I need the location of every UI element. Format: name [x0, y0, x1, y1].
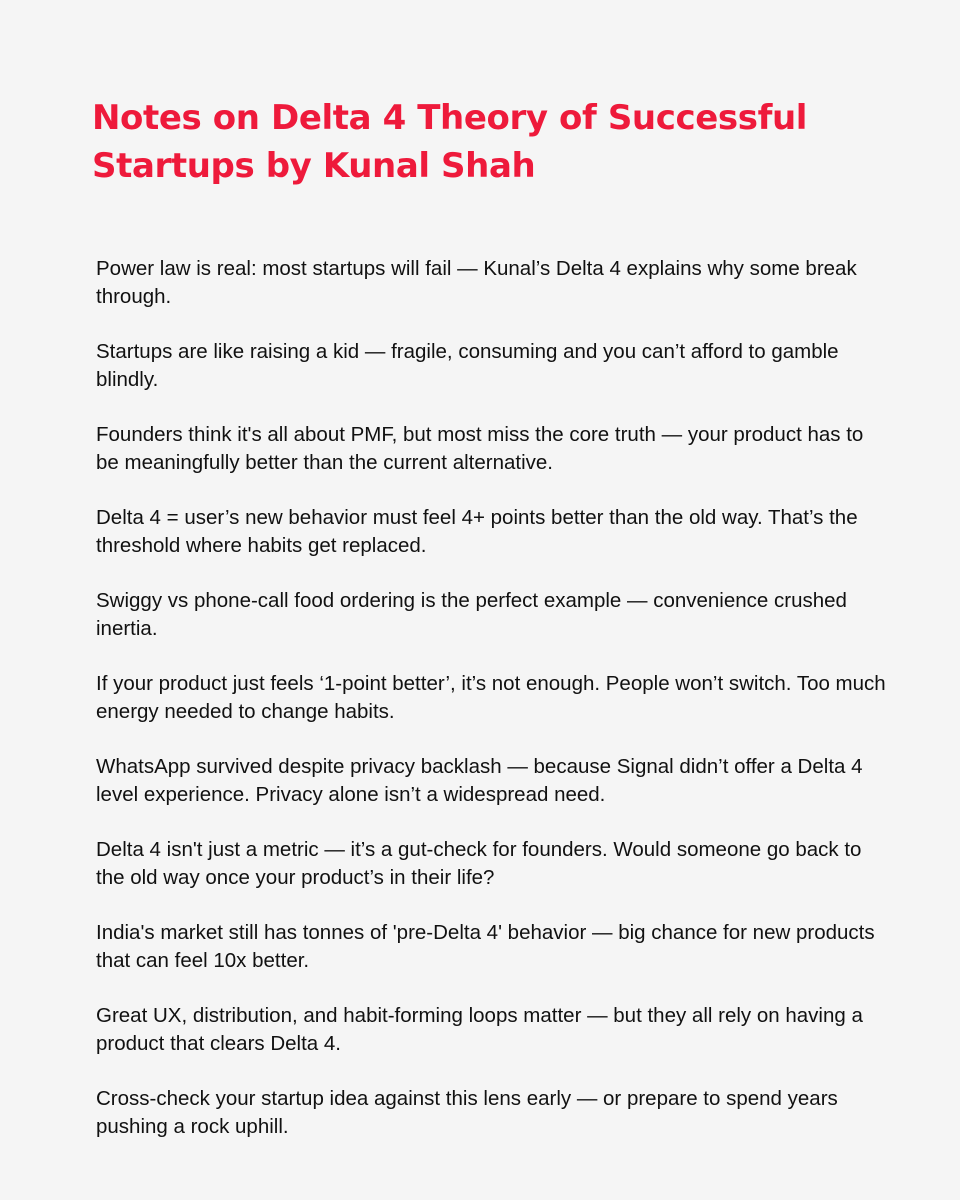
note-item: Swiggy vs phone-call food ordering is the perfect example — convenience crushed inertia. — [96, 589, 847, 640]
note-item: Great UX, distribution, and habit-forming loops matter — but they all rely on having a product that clears Delta 4. — [96, 1004, 863, 1055]
note-item: Delta 4 = user’s new behavior must feel 4+ points better than the old way. That’s the threshold where habits get replaced. — [96, 506, 858, 557]
page-title: Notes on Delta 4 Theory of Successful Startups by Kunal Shah — [92, 98, 808, 186]
note-item: If your product just feels ‘1-point better’, it’s not enough. People won’t switch. Too much energy needed to change habits. — [96, 672, 886, 723]
note-item: Delta 4 isn't just a metric — it’s a gut-check for founders. Would someone go back to the old way once your product’s in their life? — [96, 838, 862, 889]
note-item: Cross-check your startup idea against this lens early — or prepare to spend years pushing a rock uphill. — [96, 1087, 838, 1138]
note-item: India's market still has tonnes of 'pre-Delta 4' behavior — big chance for new products that can feel 10x better. — [96, 921, 875, 972]
note-item: WhatsApp survived despite privacy backlash — because Signal didn’t offer a Delta 4 level experience. Privacy alone isn’t a widespread need. — [96, 755, 863, 806]
note-item: Startups are like raising a kid — fragile, consuming and you can’t afford to gamble blindly. — [96, 340, 839, 391]
notes-list — [96, 255, 886, 1168]
note-item: Founders think it's all about PMF, but most miss the core truth — your product has to be meaningfully better than the current alternative. — [96, 423, 864, 474]
note-item: Power law is real: most startups will fail — Kunal’s Delta 4 explains why some break through. — [96, 257, 857, 308]
